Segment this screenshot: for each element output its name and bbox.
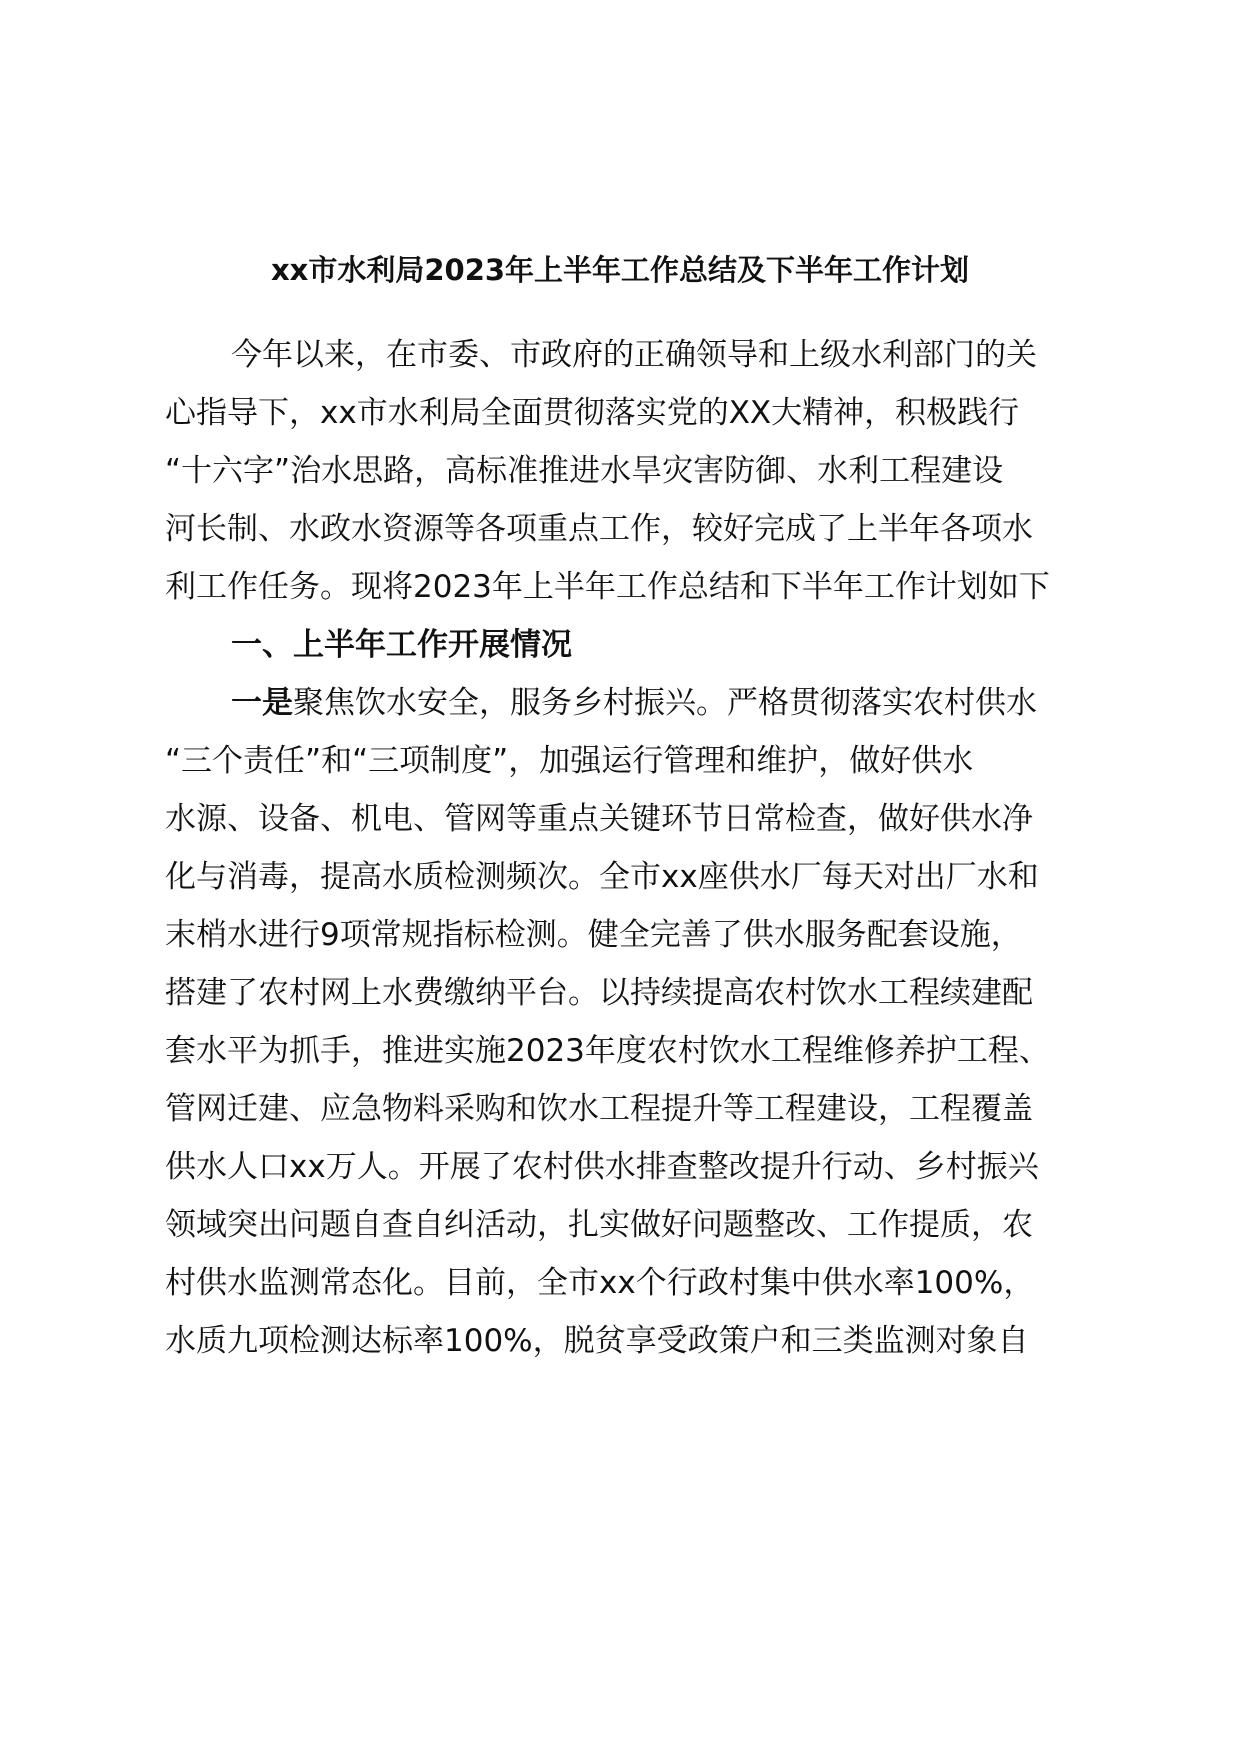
paragraph-line: 末梢水进行9项常规指标检测。健全完善了供水服务配套设施， [165,917,1022,953]
document-title: xx市水利局2023年上半年工作总结及下半年工作计划 [270,253,970,287]
intro-line: 河长制、水政水资源等各项重点工作，较好完成了上半年各项水 [165,511,1033,547]
intro-line: 今年以来，在市委、市政府的正确领导和上级水利部门的关 [231,337,1037,373]
paragraph-line: 村供水监测常态化。目前，全市xx个行政村集中供水率100%， [165,1265,1035,1301]
paragraph-line: 管网迁建、应急物料采购和饮水工程提升等工程建设，工程覆盖 [165,1091,1033,1127]
paragraph-lead: 一是 [231,685,293,721]
paragraph-first-text: 聚焦饮水安全，服务乡村振兴。严格贯彻落实农村供水 [293,685,1037,721]
paragraph-line: 供水人口xx万人。开展了农村供水排查整改提升行动、乡村振兴 [165,1149,1039,1185]
paragraph-line: 领域突出问题自查自纠活动，扎实做好问题整改、工作提质，农 [165,1207,1033,1243]
section-heading: 一、上半年工作开展情况 [231,627,572,663]
paragraph-line: 化与消毒，提高水质检测频次。全市xx座供水厂每天对出厂水和 [165,859,1039,895]
paragraph-line: 水质九项检测达标率100%，脱贫享受政策户和三类监测对象自 [165,1323,1029,1359]
intro-line: “十六字”治水思路，高标准推进水旱灾害防御、水利工程建设 [165,453,1004,489]
paragraph-line: 搭建了农村网上水费缴纳平台。以持续提高农村饮水工程续建配 [165,975,1033,1011]
paragraph-line: 水源、设备、机电、管网等重点关键环节日常检查，做好供水净 [165,801,1033,837]
paragraph-first-line [231,683,1037,723]
paragraph-line: “三个责任”和“三项制度”，加强运行管理和维护，做好供水 [165,743,974,779]
paragraph-line: 套水平为抓手，推进实施2023年度农村饮水工程维修养护工程、 [165,1033,1050,1069]
intro-line: 利工作任务。现将2023年上半年工作总结和下半年工作计划如下 [165,569,1050,605]
intro-line: 心指导下，xx市水利局全面贯彻落实党的XX大精神，积极践行 [165,395,1020,431]
